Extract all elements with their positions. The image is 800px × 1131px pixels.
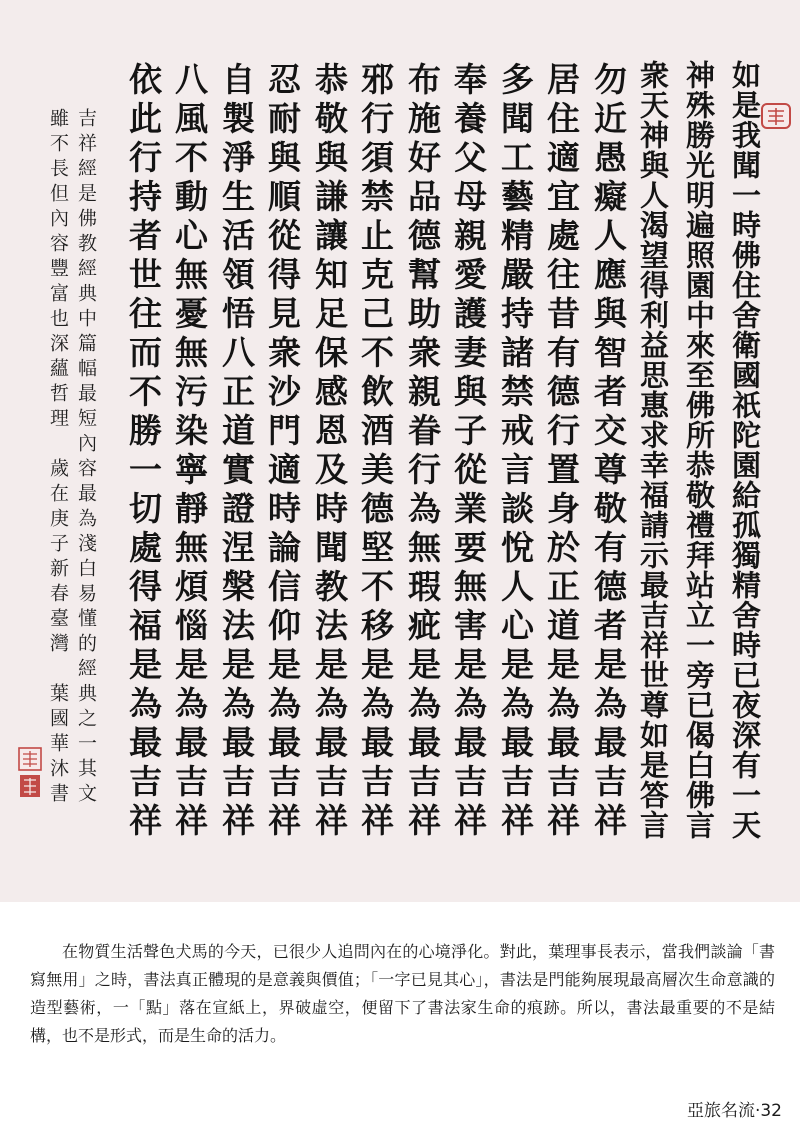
calligraphy-column: 自製淨生活領悟八正道實證涅槃法是為最吉祥 (217, 62, 256, 842)
calligraphy-column: 居住適宜處往昔有德行置身於正道是為最吉祥 (542, 62, 581, 842)
calligraphy-column: 奉養父母親愛護妻與子從業要無害是為最吉祥 (449, 62, 488, 842)
page-footer-label: 亞旅名流‧32 (686, 1101, 782, 1121)
seal-stamp-top (761, 103, 791, 129)
calligraphy-column: 吉祥經是佛教經典中篇幅最短內容最為淺白易懂的經典之一其文 (75, 108, 97, 808)
calligraphy-column: 勿近愚癡人應與智者交尊敬有德者是為最吉祥 (589, 62, 628, 842)
calligraphy-column: 神殊勝光明遍照園中來至佛所恭敬禮拜站立一旁已偈白佛言 (682, 60, 716, 840)
calligraphy-column: 多聞工藝精嚴持諸禁戒言談悅人心是為最吉祥 (496, 62, 535, 842)
calligraphy-column: 雖不長但內容豐富也深蘊哲理 歲在庚子新春臺灣 葉國華沐書 (47, 108, 69, 808)
article-caption: 在物質生活聲色犬馬的今天，已很少人追問內在的心境淨化。對此，葉理事長表示，當我們談論「書寫無用」之時，書法真正體現的是意義與價值；「一字已見其心」，書法是門能夠展現最高層次生命意識的造型藝術，一「點」落在宣紙上，界破虛空，便留下了書法家生命的痕跡。所以，書法最重要的不是結構，也不是形式，而是生命的活力。 (30, 942, 775, 1045)
calligraphy-column: 恭敬與謙讓知足保感恩及時聞教法是為最吉祥 (310, 62, 349, 842)
calligraphy-column: 邪行須禁止克己不飲酒美德堅不移是為最吉祥 (356, 62, 395, 842)
calligraphy-column: 衆天神與人渴望得利益思惠求幸福請示最吉祥世尊如是答言 (636, 60, 670, 840)
calligraphy-column: 忍耐與順從得見衆沙門適時論信仰是為最吉祥 (263, 62, 302, 842)
calligraphy-column: 依此行持者世往而不勝一切處得福是為最吉祥 (124, 62, 163, 842)
calligraphy-column: 八風不動心無憂無污染寧靜無煩惱是為最吉祥 (170, 62, 209, 842)
calligraphy-column: 布施好品德幫助衆親眷行為無瑕疵是為最吉祥 (403, 62, 442, 842)
seal-stamp-bottom (18, 747, 42, 799)
calligraphy-column: 如是我聞一時佛住舍衛國祇陀園給孤獨精舍時已夜深有一天 (728, 60, 762, 840)
